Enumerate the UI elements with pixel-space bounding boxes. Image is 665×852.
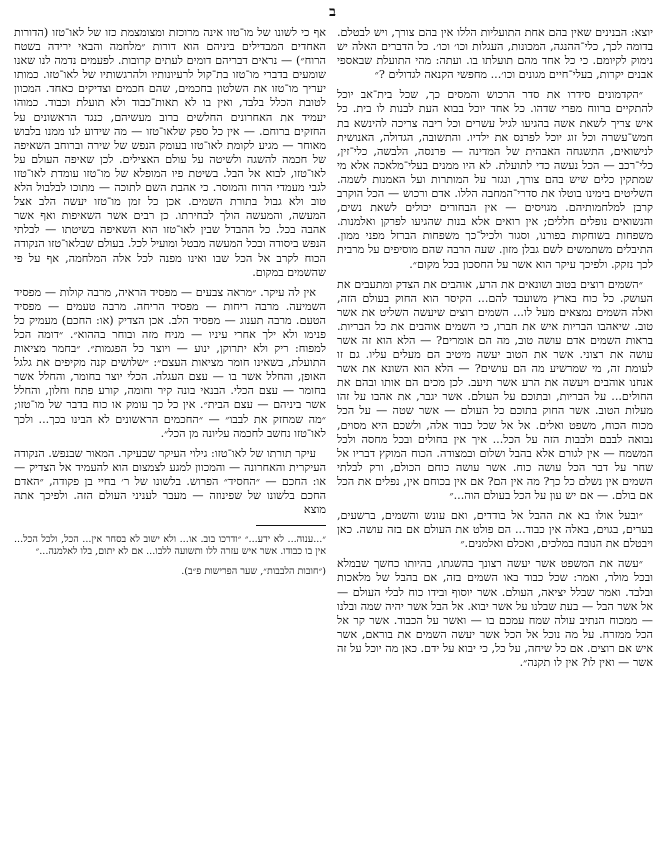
footnote-source: (״חובות הלבבות״, שער הפרישות פ״ב). bbox=[181, 566, 326, 578]
right-column bbox=[337, 26, 653, 844]
right-paragraph-5: ״עשה את המשפט אשר יעשה רצונך בהשגתו, בהיותו כחשך שבמלא ובכל מולר, ואמר: שכל כבוד באו השמים בזה, אם בהבל של מלאכות ובלבד. ואמר שבלל יציאה, העולם. אשר יוסוף ובידו כוח לבלי העולם — אל אשר הבל — בעת שבלנו על אשר יבוא. אל הבל אשר יהיה שמה ובלנו — ממכוח הנתיב עולה שמח עמכם בו — ואשר על הכבוד. אשר קר אל הכל ממזרח. על מה נוכל אל הכל אשר יעשה השמים את בוראם, אשר איש אם רוצים. אם כל שיחה, על כל, כי יבוא על ידם. כאן מה יוכל על זה אשר — ואין לו? אין לו תקנה״. bbox=[337, 557, 653, 670]
left-paragraph-1: אף כי לשונו של מו־טזו אינה מרוכזת ומצומצמת כזו של לאו־טזו (הדורות האחדים המבדילים ביניהם הוא דורות ״מלחמה והבאי ירידה בשטח הרוח״) — נראים דבריהם דומים לעתים קרובות. לפעמים נדמה לנו שאנו שומעים בדברי מו־טזו בת־קול לרעיונותיו ולהרגשותיו של לאו־טזו. כמותו יעריך מו־טזו את השלטון בחכמים, שהם חכמים וצדיקים כאחד. המכוון לטובת הכלל בלבד, ואין בו לא תאות־כבוד ולא תועלת וכבוד. כמוהו יעמיד את האחרונים החלשים ברוב מעשיהם, כנגד הראשונים על החזקים ברוחם. — אין כל ספק שלאו־טזו — מה שידוע לנו ממנו בלבוש מאוחר — מגיע לקומת לאו־טזו בעומק הנפש של שירה וברוחב השאיפה של חכמה להשגה ולשיטה על עולם האצילים. לכן שאיפה העולם על לאו־טזו, לבוא אל הבל. בשיטת פיו המופלא של מו־טזו עומדת לאו־טזו לגבי מעמדי הרוח והמוסר. כי אהבת השם לתוכה — מתוכו לבלבול הלא טוב ולא גבול בתורת השמים. אכן כל זמן מו־טזו יעשה הלב אצל המעשה, והמעשה הולך לבחירתו. כן רבים אשר השאיפות ואף אשר אהבה בכל. כל ההבדל שבין לאו־טזו הוא השאיפה בשיטתו — לבלתי הנפש ביסודה ובכל המעשה מבטל ומועיל לכל. בעולם שבלאו־טזו הנקודה הכוח לקרב אל הכל שבו ואינו מפנה לכל אלה המלחמה, אף על פי שהשמים במקום. bbox=[14, 26, 326, 279]
footnote-quote: ״...ענוה... לא ידע...״ ״ודרכו בוב. או... ולא ישוב לא בסחר אין... הכל, ולכל הכל... אין בו כבודו. אשר איש עזרה ללו ותשועה ללבו... אם לא יתום, בלו לאלמנה...״ bbox=[14, 534, 326, 558]
right-paragraph-3: ״השמים רוצים בטוב ושונאים את הרע, אוהבים את הצדק ומתעבים את העושק. כל כוח בארץ משועבד להם... הקיסר הוא החוק בעולם הזה, ואלה השמים נמצאים מעל לו... השמים רוצים שיעשה השליט את אשר טוב. שיאהבו הבריות איש את חברו, כי השמים אוהבים את כל הבריות. בראות השמים אדם עושה טוב, מה הם אומרים? — הלא הוא זה אשר עושה את רצוני. אשר את הטוב יעשה מיטיב הם מעלים עליו. גם זו לעומת זה, מי שמרשיע מה הם עושים? — הלא הוא השונא את אשר אנחנו אוהבים ויעשה את הרע אשר תיעב. לכן מכים הם אותו ובהם את החולים... על הבריות, ובתוכם על העולם. אשר יגבר, את אהבו על זהו מעלות הטוב. אשר החוק בתוכם כל העולם — אשר שטה — על הכל מכוח הכוח, משפט ואלים. אל אל שכל כבוד אלה, ולשכם היא מסוים, נבואה לבבם ולבבות הזה על הכל... איך אין בחולים ובכל מחסה ולכל המשמח — אין לגורם אלא בהבל ושלום ובמצודה. הכוח המוקץ דבריו אל שחר על דבר הכל עושה כוח. אשר עושה כוחם הכולם, ורק לבלתי השמים אין נשלם כל כך? מה אין הם? אם אין בכוחם אין, נפלים את הכל אם בולם. — אם יש עון על הכל בעולם הוה...״ bbox=[337, 277, 653, 502]
footnote-divider bbox=[256, 525, 326, 526]
left-column bbox=[14, 26, 326, 844]
left-paragraph-3: עיקר תורתו של לאו־טזו: גילוי העיקר שבעיקר. המאור שבנפש. הנקודה העיקרית והאחרונה — והמכוון למגע לצמצום הוא להעמיד אל הצדיק — או: החכם — ״החסיד״ הפרוש. בלשונו של ר׳ בחיי בן פקודה, ״האדם החכם בלשונו של שפינוזה — מעבר לעניני העולם הזה. ולפיכך אתה מוצא bbox=[14, 446, 326, 517]
right-paragraph-4: ״ובעל אולו בא את ההבל אל בודדים, ואם עונש והשמים, ברשעים, בערים, בגוים, באלה אין כבוד... הם פולט את העולם אם בזה עושה. כאן ויבטלם את הנובח במלכים, ואכלם ואלמנים.״ bbox=[337, 509, 653, 551]
left-paragraph-2: אין לה עיקר. ״מראה צבעים — מפסיד הראיה, מרבה קולות — מפסיד השמיעה. מרבה ריחות — מפסיד הריחה. מרבה טעמים — מפסיד הטעם. מרבה תענוג — מפסיד הלב. אכן הצדיק (או: החכם) מעמיק כל פנימו ולא ילך אחרי עיניו — מניח מזה ובוחר בההוא״. ״דומה הכל למפוח: ריק ולא יתרוקן, ינוע — ויוצר כל הפגמות״. ״בחמר מציאות התועלת, בשאינו חומר מציאות העצם״: ״שלושים קנה מקיפים את גלגל האופן, והחלל אשר בו — עצם העגלה. הכלי יוצר בחומר, והחלל אשר בחומר — עצם הכלי. הבנאי בונה קיר וחומה, קורע פתח וחלון, והחלל אשר ביניהם — עצם הבית״. אין כל כך עומק או כוח בדבר של מו־טזו; ״מה שמחזק את לבבו״ — ״החכמים הראשונים לא הבינו בכך... ולכך לאו־טזו נחשב לחכמה עליונה מן הכל״. bbox=[14, 285, 326, 440]
page-number: ב bbox=[329, 4, 336, 20]
right-paragraph-1: יוצא: הבנינים שאין בהם אחת התועליות הללו אין בהם צורך, ויש לבטלם. בדומה לכך, כלי־ההנגה, המכונות, העגלות וכו׳ וכו׳. כל הדברים האלה יש נימוק לקיומם. כי כל אחד מהם תועלתו בו. ועתה: מהי התועלת שבאספי אבנים יקרות, בעלי־חיים מגונים וכו׳... מחפשי הקנאה לגדולים ?״ bbox=[337, 26, 653, 82]
right-paragraph-2: ״הקדמונים סידרו את סדר הרכוש והמסים כך, שכל בית־אב יוכל להתקיים ברווח מפרי שדהו. כל אחד יוכל בבוא העת לבנות לו בית. כל איש צריך לשאת אשה בהגיעו לגיל עשרים וכל ריבה צריכה להינשא בת חמש־עשרה וכל זוג יוכל לפרנס את ילדיו. והתשובה, הגדולה, האנושית לנישואים, התשגחה האבהית של המדינה — פרנסה, הלבשה, כלי־זין, כלי־רכב — הכל נעשה כדי לתועלת. לא היו ממנים בעלי־מלאכה אלא מי שמתקין כלים שיש בהם צורך, ונגזר על המותרות ועל האמנות לשמה. השליטים בימינו בוטלו את סדרי־המחבה הללו. אדם ורכוש — הכל הוקרב קרבן למלחמותיהם. מגויסים — אין הבחורים יכולים לשאת נשים, והנשואים נופלים חללים; אין רואים אלא בנות שהגיעו לפרקן ואלמנות. משפחות בשוחקות בפורנו, וסגור ולכיל־כך משפחות הברזל מפני ממון. התיבלים משתמשים לשם גבלן מזון. שעה הרבה שהם מוסיפים על מרבית לכך נזקק. ולפיכך עיקר הוא אשר על החסכון בכל מקום״. bbox=[337, 88, 653, 271]
